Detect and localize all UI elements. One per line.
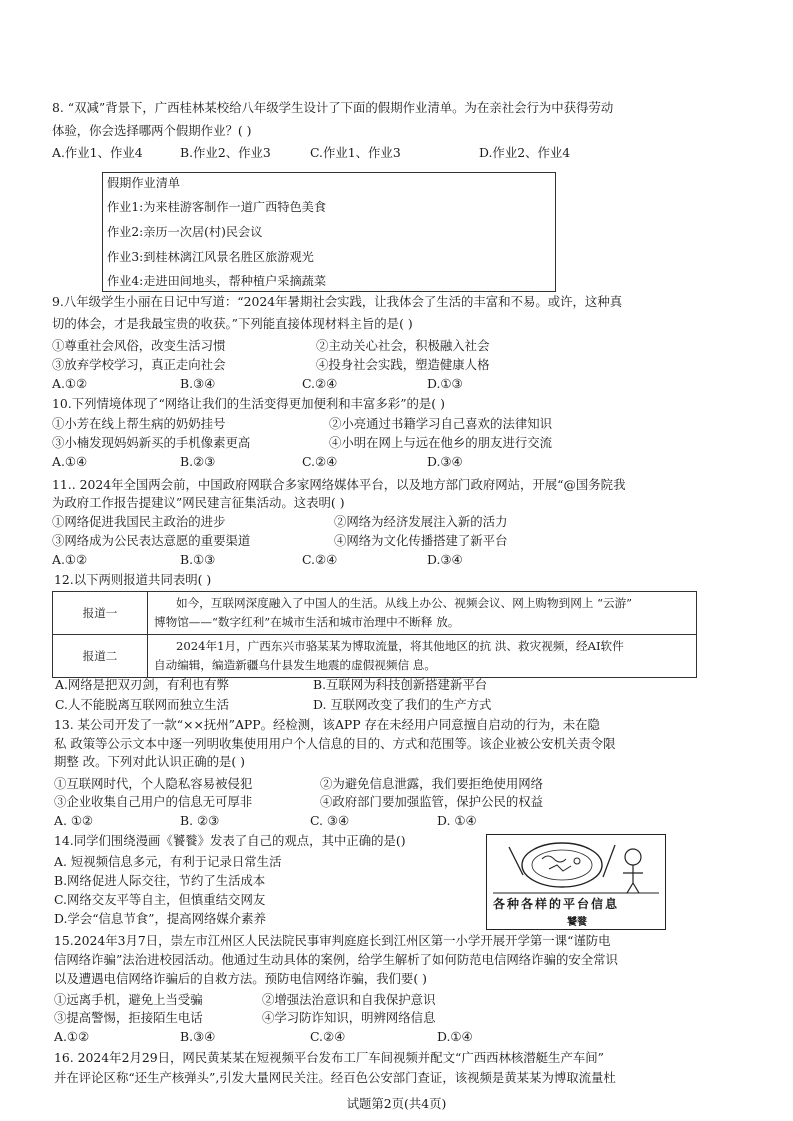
report-2-text-line2: 自动编辑，编造新疆乌什县发生地震的虚假视频信 息。 — [154, 658, 436, 672]
comic-caption: 各种各样的平台信息 — [493, 897, 620, 911]
page-footer: 试题第2页(共4页) — [346, 1096, 447, 1111]
q15-item-2: ②增强法治意识和自我保护意识 — [262, 992, 436, 1007]
q15-option-a: A.①② — [54, 1029, 90, 1044]
q14-option-a: A. 短视频信息多元，有利于记录日常生活 — [54, 854, 282, 869]
q9-option-b: B.③④ — [180, 376, 216, 391]
q12-option-d: D. 互联网改变了我们的生产方式 — [313, 697, 492, 712]
report-1-text-line1: 如今，互联网深度融入了中国人的生活。从线上办公、视频会议、网上购物到网上 “云游” — [176, 596, 633, 610]
report-2-label: 报道二 — [53, 635, 148, 678]
q12-option-a: A.网络是把双刃剑，有利也有弊 — [55, 677, 229, 692]
taotie-comic-image — [486, 834, 666, 930]
report-2-text-line1: 2024年1月，广西东兴市骆某某为博取流量，将其他地区的抗 洪、救灾视频，经AI软件 — [176, 639, 624, 653]
q15-stem-line1: 15.2024年3月7日，崇左市江州区人民法院民事审判庭庭长到江州区第一小学开展开学第一课“谨防电 — [54, 933, 611, 948]
q8-option-c: C.作业1、作业3 — [310, 145, 401, 160]
q13-item-4: ④政府部门要加强监管，保护公民的权益 — [320, 794, 544, 809]
q13-option-a: A. ①② — [54, 813, 94, 828]
report-row-1 — [53, 592, 697, 635]
q9-item-2: ②主动关心社会，积极融入社会 — [316, 338, 490, 353]
q14-option-b: B.网络促进人际交往，节约了生活成本 — [54, 873, 266, 888]
homework-item-1: 作业1:为来桂游客制作一道广西特色美食 — [107, 200, 327, 214]
q13-stem-line3: 期整 改。下列对此认识正确的是( ) — [54, 754, 246, 769]
q10-option-c: C.②④ — [302, 454, 338, 469]
q8-option-a: A.作业1、作业4 — [52, 145, 143, 160]
q13-stem-line2: 私 政策等公示文本中逐一列明收集使用用户个人信息的目的、方式和范围等。该企业被公安机关责令限 — [54, 736, 616, 751]
q12-option-b: B.互联网为科技创新搭建新平台 — [313, 677, 488, 692]
report-row-2 — [53, 635, 697, 678]
q12-stem: 12.以下两则报道共同表明( ) — [54, 572, 212, 587]
report-1-text — [148, 592, 697, 635]
q9-stem-line1: 9.八年级学生小丽在日记中写道：“2024年暑期社会实践，让我体会了生活的丰富和不易。或许，这种真 — [52, 294, 623, 309]
q13-option-b: B. ②③ — [180, 813, 220, 828]
q10-item-4: ④小明在网上与远在他乡的朋友进行交流 — [329, 435, 553, 450]
q11-item-4: ④网络为文化传播搭建了新平台 — [334, 533, 508, 548]
q13-item-1: ①互联网时代，个人隐私容易被侵犯 — [54, 776, 253, 791]
q10-item-2: ②小亮通过书籍学习自己喜欢的法律知识 — [329, 416, 553, 431]
q15-option-d: D.①④ — [437, 1029, 473, 1044]
q11-stem-line2: 为政府工作报告提建议”网民建言征集活动。这表明( ) — [52, 495, 345, 510]
q9-item-1: ①尊重社会风俗，改变生活习惯 — [52, 338, 226, 353]
reports-table — [52, 591, 697, 678]
q9-option-d: D.①③ — [427, 376, 463, 391]
q15-stem-line3: 以及遭遇电信网络诈骗后的自救方法。预防电信网络诈骗，我们要( ) — [54, 971, 427, 986]
q15-item-4: ④学习防诈知识，明辨网络信息 — [262, 1010, 436, 1025]
q10-option-a: A.①④ — [52, 454, 88, 469]
q9-item-4: ④投身社会实践，塑造健康人格 — [316, 357, 490, 372]
q13-stem-line1: 13. 某公司开发了一款“××抚州”APP。经检测，该APP 存在未经用户同意擅自启动的行为，未在隐 — [54, 717, 600, 732]
q11-option-a: A.①② — [52, 552, 88, 567]
q13-item-3: ③企业收集自己用户的信息无可厚非 — [54, 794, 253, 809]
q8-stem-line1: 8. “双减”背景下，广西桂林某校给八年级学生设计了下面的假期作业清单。为在亲社会行为中获得劳动 — [52, 100, 614, 115]
q11-stem-line1: 11.. 2024年全国两会前，中国政府网联合多家网络媒体平台，以及地方部门政府网站，开展“@国务院我 — [52, 477, 626, 492]
q14-option-c: C.网络交友平等自主，但慎重结交网友 — [54, 892, 266, 907]
comic-title: 饕餮 — [567, 917, 587, 928]
q15-stem-line2: 信网络诈骗”法治进校园活动。他通过生动具体的案例，给学生解析了如何防范电信网络诈骗的安全常识 — [54, 952, 618, 967]
homework-item-2: 作业2:亲历一次居(村)民会议 — [107, 225, 263, 239]
q9-option-a: A.①② — [52, 376, 88, 391]
q11-option-b: B.①③ — [180, 552, 216, 567]
q9-stem-line2: 切的体会，才是我最宝贵的收获。”下列能直接体现材料主旨的是( ) — [52, 316, 413, 331]
q16-stem-line1: 16. 2024年2月29日，网民黄某某在短视频平台发布工厂车间视频并配文“广西西林核潜艇生产车间” — [54, 1050, 604, 1065]
q13-option-c: C. ③④ — [310, 813, 350, 828]
q9-item-3: ③放弃学校学习，真正走向社会 — [52, 357, 226, 372]
q8-option-b: B.作业2、作业3 — [180, 145, 271, 160]
q16-stem-line2: 并在评论区称“还生产核弹头”,引发大量网民关注。经百色公安部门查证，该视频是黄某某为博取流量杜 — [54, 1070, 616, 1085]
q9-option-c: C.②④ — [302, 376, 338, 391]
q10-item-1: ①小芳在线上帮生病的奶奶挂号 — [52, 416, 226, 431]
q10-item-3: ③小楠发现妈妈新买的手机像素更高 — [52, 435, 251, 450]
q11-item-2: ②网络为经济发展注入新的活力 — [334, 514, 508, 529]
q11-option-c: C.②④ — [302, 552, 338, 567]
q15-option-c: C.②④ — [310, 1029, 346, 1044]
report-1-text-line2: 博物馆——“数字红利”在城市生活和城市治理中不断释 放。 — [154, 615, 460, 629]
q13-option-d: D. ①④ — [437, 813, 477, 828]
homework-list-box — [102, 172, 556, 292]
report-1-label: 报道一 — [53, 592, 148, 635]
q15-option-b: B.③④ — [180, 1029, 216, 1044]
q8-stem-line2: 体验，你会选择哪两个假期作业？( ) — [52, 123, 252, 138]
q10-option-d: D.③④ — [427, 454, 463, 469]
homework-list-title: 假期作业清单 — [107, 176, 181, 190]
q10-option-b: B.②③ — [180, 454, 216, 469]
q15-item-3: ③提高警惕，拒接陌生电话 — [54, 1010, 203, 1025]
q10-stem: 10.下列情境体现了“网络让我们的生活变得更加便利和丰富多彩”的是( ) — [52, 396, 445, 411]
q13-item-2: ②为避免信息泄露，我们要拒绝使用网络 — [320, 776, 544, 791]
homework-item-4: 作业4:走进田间地头，帮种植户采摘蔬菜 — [107, 274, 327, 288]
q14-option-d: D.学会“信息节食”，提高网络媒介素养 — [54, 911, 266, 926]
q8-option-d: D.作业2、作业4 — [479, 145, 571, 160]
q12-option-c: C.人不能脱离互联网而独立生活 — [55, 697, 230, 712]
q14-stem: 14.同学们围绕漫画《饕餮》发表了自己的观点，其中正确的是() — [54, 833, 406, 848]
q11-item-1: ①网络促进我国民主政治的进步 — [52, 514, 226, 529]
q15-item-1: ①远离手机，避免上当受骗 — [54, 992, 203, 1007]
homework-item-3: 作业3:到桂林漓江风景名胜区旅游观光 — [107, 250, 314, 264]
q11-option-d: D.③④ — [427, 552, 463, 567]
q11-item-3: ③网络成为公民表达意愿的重要渠道 — [52, 533, 251, 548]
report-2-text — [148, 635, 697, 678]
